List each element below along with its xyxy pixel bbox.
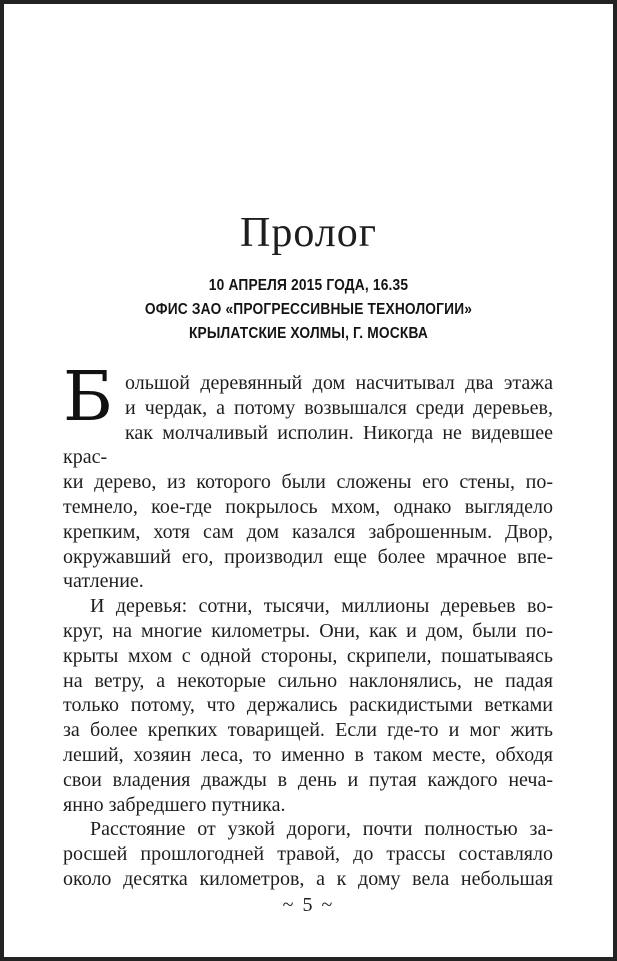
text-line: только потому, что держались раскидистыми ветками: [63, 694, 553, 717]
chapter-title: Пролог: [240, 210, 377, 256]
text-line: леший, хозяин леса, то именно в таком месте, обходя: [63, 743, 553, 766]
subtitle-line-datetime: 10 АПРЕЛЯ 2015 ГОДА, 16.35: [208, 277, 409, 294]
text-line: как молчаливый исполин. Никогда не видевшее крас-: [63, 421, 553, 469]
text-line: темнело, кое-где покрылось мхом, однако выглядело: [63, 495, 553, 518]
chapter-subtitle: [47, 274, 571, 346]
body-text: [63, 358, 553, 892]
text-line: на ветру, а некоторые сильно наклонялись, не падая: [63, 669, 553, 692]
text-line: окружавший его, производил еще более мрачное впе-: [63, 545, 553, 568]
text-line: ки дерево, из которого были сложены его стены, по-: [63, 471, 553, 494]
text-line: чатление.: [63, 570, 144, 593]
text-line: круг, на многие километры. Они, как и дом, были по-: [63, 619, 553, 642]
text-line: И деревья: сотни, тысячи, миллионы деревьев во-: [90, 595, 553, 618]
text-line: за более крепких товарищей. Если где-то и мог жить: [63, 719, 553, 742]
text-line: крепким, хотя сам дом казался заброшенным. Двор,: [63, 520, 553, 543]
text-line: крыты мхом с одной стороны, скрипели, пошатываясь: [63, 644, 553, 667]
text-line: янно забредшего путника.: [63, 793, 286, 816]
paragraph: [63, 358, 553, 594]
text-line: около десятка километров, а к дому вела небольшая: [63, 867, 553, 890]
subtitle-line-location: КРЫЛАТСКИЕ ХОЛМЫ, Г. МОСКВА: [188, 325, 429, 342]
subtitle-line-office: ОФИС ЗАО «ПРОГРЕССИВНЫЕ ТЕХНОЛОГИИ»: [144, 301, 473, 318]
text-line: Расстояние от узкой дороги, почти полностью за-: [90, 818, 553, 841]
text-line: росшей прошлогодней травой, до трассы составляло: [63, 843, 553, 866]
text-line: и чердак, а потому возвышался среди деревьев,: [124, 396, 553, 419]
text-line: свои владения дважды в день и путая каждого неча-: [63, 768, 553, 791]
text-line: ольшой деревянный дом насчитывал два этажа: [124, 372, 553, 394]
paragraph: [63, 817, 553, 891]
drop-cap: Б: [63, 358, 113, 437]
page-number: ~ 5 ~: [282, 894, 335, 916]
paragraph: [63, 594, 553, 817]
